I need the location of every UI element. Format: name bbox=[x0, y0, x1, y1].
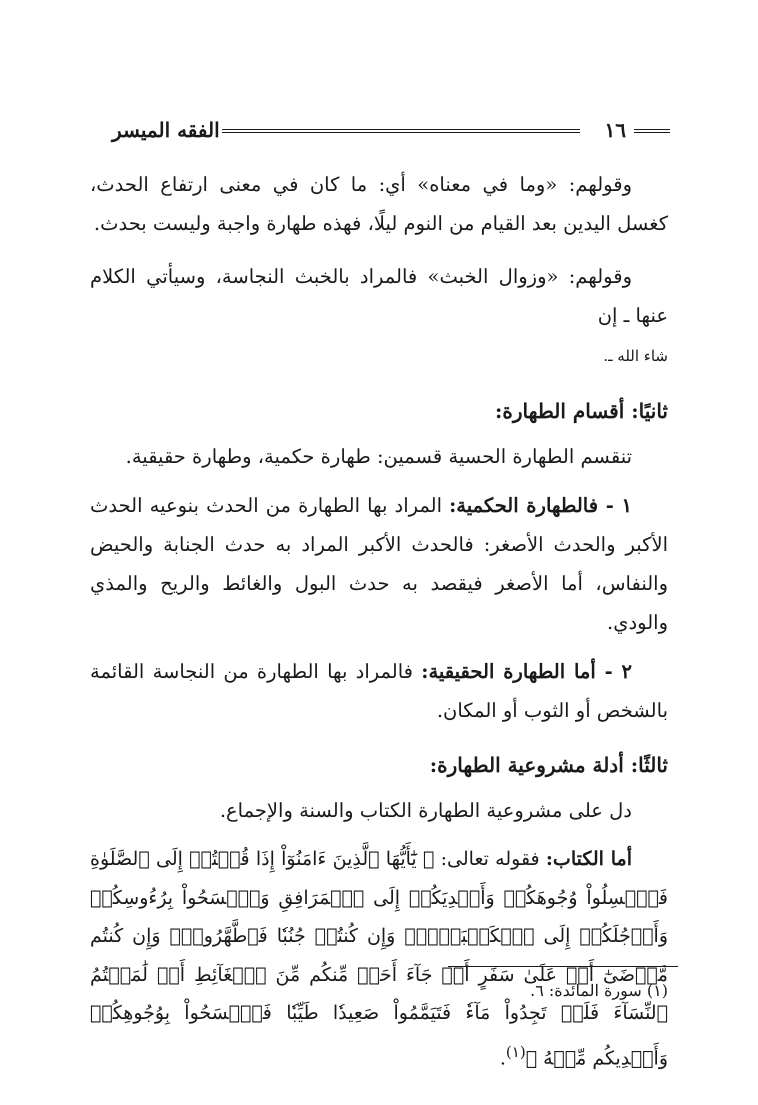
paragraph-4-label: ١ - فالطهارة الحكمية: bbox=[449, 494, 633, 517]
footnote: (١) سورة المائدة: ٦. bbox=[530, 981, 668, 1000]
header-rule-right bbox=[634, 129, 670, 133]
paragraph-5-label: ٢ - أما الطهارة الحقيقية: bbox=[421, 660, 632, 683]
paragraph-1: وقولهم: «وما في معناه» أي: ما كان في معنى ارتفاع الحدث، كغسل اليدين بعد القيام من النوم ليلًا، فهذه طهارة واجبة وليست بحدث. bbox=[90, 173, 668, 235]
paragraph-6: دل على مشروعية الطهارة الكتاب والسنة والإجماع. bbox=[219, 799, 632, 822]
footnote-divider bbox=[448, 966, 678, 967]
paragraph-2 bbox=[90, 257, 668, 376]
paragraph-4-text: المراد بها الطهارة من الحدث بنوعيه الحدث الأكبر والحدث الأصغر: فالحدث الأكبر المراد به حدث الجنابة والحيض والنفاس، أما الأصغر فيقصد به حدث البول والغائط والريح والمذي والودي. bbox=[90, 494, 668, 634]
page-body bbox=[90, 165, 668, 1077]
paragraph-5-text: فالمراد بها الطهارة من النجاسة القائمة بالشخص أو الثوب أو المكان. bbox=[90, 660, 668, 722]
paragraph-7-intro: فقوله تعالى: bbox=[440, 848, 540, 870]
paragraph-2-end: شاء الله ـ. bbox=[603, 347, 668, 365]
paragraph-5 bbox=[90, 652, 668, 730]
verse-end: . bbox=[499, 1046, 506, 1069]
paragraph-3: تنقسم الطهارة الحسية قسمين: طهارة حكمية، وطهارة حقيقية. bbox=[125, 445, 632, 468]
header-rule bbox=[222, 129, 580, 133]
quran-verse: ﴿ يَٰٓأَيُّهَا ٱلَّذِينَ ءَامَنُوٓاْ إِذَا قُمۡتُمۡ إِلَى ٱلصَّلَوٰةِ فَٱغۡسِلُواْ وُجُوهَكُمۡ وَأَيۡدِيَكُمۡ إِلَى ٱلۡمَرَافِقِ وَٱمۡسَحُواْ بِرُءُوسِكُمۡ وَأَرۡجُلَكُمۡ إِلَى ٱلۡكَعۡبَيۡنِۚ وَإِن كُنتُمۡ جُنُبٗا فَٱطَّهَّرُواْۚ وَإِن كُنتُم مَّرۡضَىٰٓ أَوۡ عَلَىٰ سَفَرٍ أَوۡ جَآءَ أَحَدٞ مِّنكُم مِّنَ ٱلۡغَآئِطِ أَوۡ لَٰمَسۡتُمُ ٱلنِّسَآءَ فَلَمۡ تَجِدُواْ مَآءٗ فَتَيَمَّمُواْ صَعِيدٗا طَيِّبٗا فَٱمۡسَحُواْ بِوُجُوهِكُمۡ وَأَيۡدِيكُم مِّنۡهُ ﴾ bbox=[90, 848, 668, 1069]
page-header bbox=[112, 118, 646, 148]
section-heading-2: ثانيًا: أقسام الطهارة: bbox=[495, 399, 668, 423]
paragraph-7-label: أما الكتاب: bbox=[545, 848, 632, 870]
book-title: الفقه الميسر bbox=[112, 118, 220, 142]
paragraph-2-text: وقولهم: «وزوال الخبث» فالمراد بالخبث النجاسة، وسيأتي الكلام عنها ـ إن bbox=[90, 265, 668, 327]
paragraph-7 bbox=[90, 840, 668, 1077]
page-number: ١٦ bbox=[604, 118, 626, 142]
section-heading-3: ثالثًا: أدلة مشروعية الطهارة: bbox=[429, 753, 668, 777]
footnote-reference: (١) bbox=[505, 1042, 526, 1061]
paragraph-4 bbox=[90, 486, 668, 642]
